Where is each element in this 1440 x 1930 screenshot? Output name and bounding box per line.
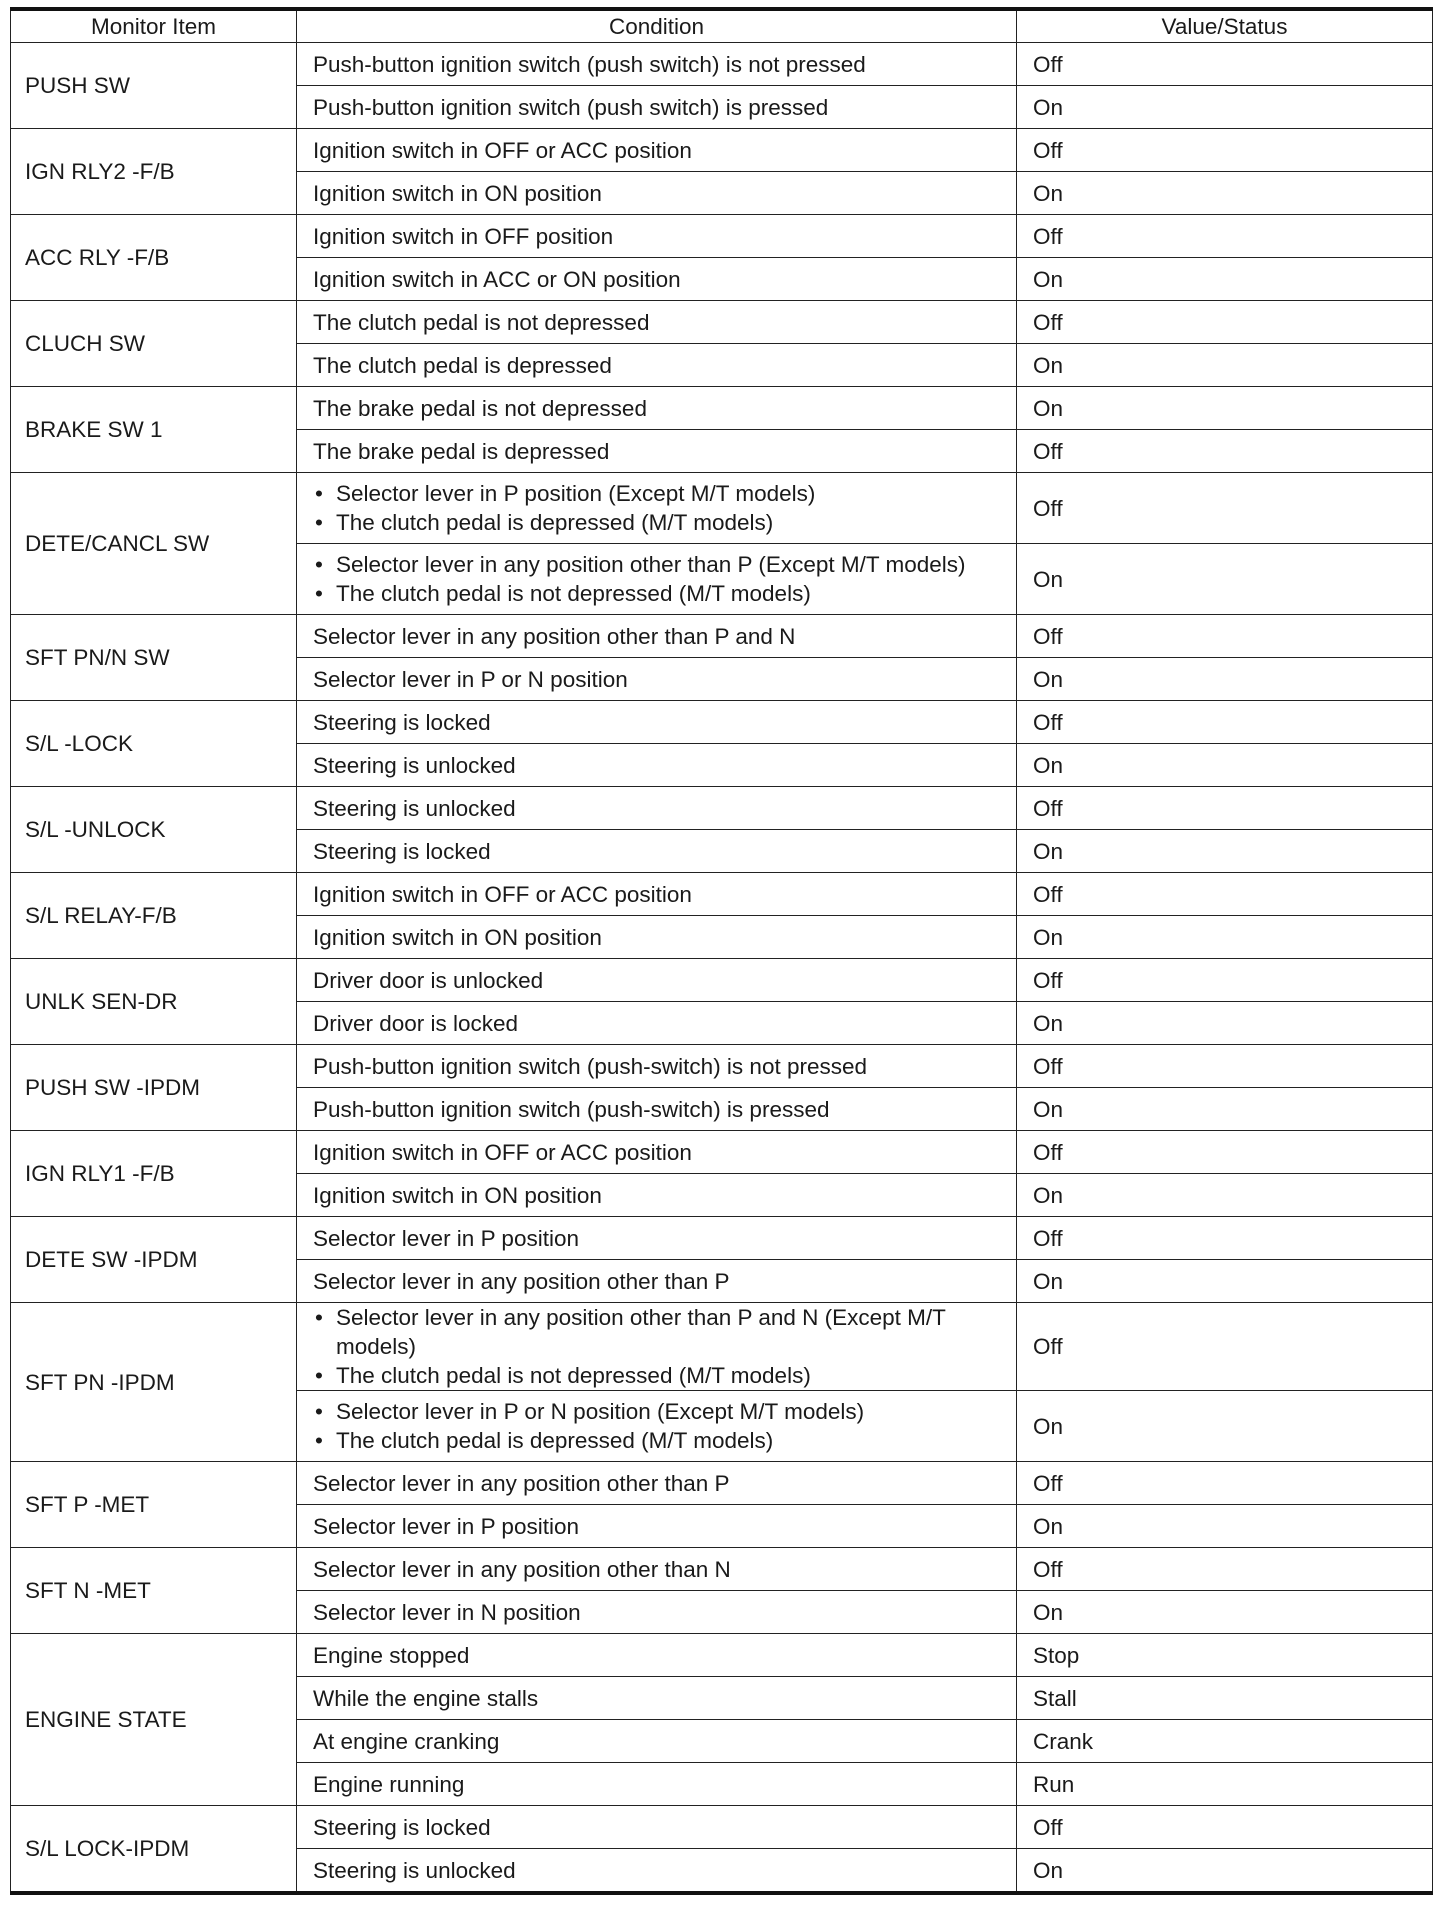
condition-text: Ignition switch in ON position (313, 1182, 602, 1208)
table-row (11, 873, 1433, 916)
condition-cell (297, 544, 1017, 615)
table-row (11, 1045, 1433, 1088)
value-status-cell: On (1017, 258, 1433, 301)
value-status-cell: On (1017, 344, 1433, 387)
monitor-item-push-sw: PUSH SW (11, 43, 297, 129)
condition-cell (297, 701, 1017, 744)
condition-bullet-item: • Selector lever in any position other than P and N (Except M/T models) (313, 1303, 1002, 1361)
condition-text: Selector lever in any position other than N (313, 1556, 731, 1582)
condition-cell (297, 1548, 1017, 1591)
table-row (11, 787, 1433, 830)
table-row (11, 1217, 1433, 1260)
condition-cell (297, 1849, 1017, 1894)
condition-bullet-item: • Selector lever in P or N position (Except M/T models) (313, 1397, 1002, 1426)
monitor-item-s-l-lock: S/L -LOCK (11, 701, 297, 787)
condition-cell (297, 430, 1017, 473)
value-status-cell: Off (1017, 430, 1433, 473)
table-body (11, 43, 1433, 1894)
condition-cell (297, 172, 1017, 215)
condition-cell (297, 1088, 1017, 1131)
condition-text: Driver door is locked (313, 1010, 519, 1036)
condition-text: Steering is unlocked (313, 752, 516, 778)
value-status-cell: Off (1017, 1462, 1433, 1505)
condition-text: Selector lever in any position other than P (313, 1470, 730, 1496)
condition-bullet-list (313, 1397, 1002, 1455)
table-row (11, 387, 1433, 430)
value-status-cell: On (1017, 1591, 1433, 1634)
condition-cell (297, 959, 1017, 1002)
condition-text: Ignition switch in OFF or ACC position (313, 881, 692, 907)
monitor-item-brake-sw-1: BRAKE SW 1 (11, 387, 297, 473)
condition-text: Push-button ignition switch (push switch) is pressed (313, 94, 829, 120)
monitor-item-sft-p-met: SFT P -MET (11, 1462, 297, 1548)
value-status-cell: Off (1017, 787, 1433, 830)
monitor-table-container (10, 7, 1432, 1895)
value-status-cell: Off (1017, 1045, 1433, 1088)
condition-text: At engine cranking (313, 1728, 500, 1754)
value-status-cell: On (1017, 1391, 1433, 1462)
condition-cell (297, 1045, 1017, 1088)
table-row (11, 129, 1433, 172)
monitor-item-acc-rly-f-b: ACC RLY -F/B (11, 215, 297, 301)
condition-text: While the engine stalls (313, 1685, 539, 1711)
value-status-cell: Off (1017, 1217, 1433, 1260)
condition-text: The clutch pedal is not depressed (313, 309, 650, 335)
condition-text: Ignition switch in OFF position (313, 223, 614, 249)
table-row (11, 1303, 1433, 1391)
value-status-cell: On (1017, 744, 1433, 787)
value-status-cell: On (1017, 1002, 1433, 1045)
value-status-cell: On (1017, 172, 1433, 215)
monitor-item-engine-state: ENGINE STATE (11, 1634, 297, 1806)
table-row (11, 301, 1433, 344)
condition-cell (297, 258, 1017, 301)
table-row (11, 43, 1433, 86)
monitor-item-s-l-relay-f-b: S/L RELAY-F/B (11, 873, 297, 959)
condition-bullet-item: • Selector lever in P position (Except M/T models) (313, 479, 1002, 508)
value-status-cell: On (1017, 1505, 1433, 1548)
value-status-cell: Off (1017, 701, 1433, 744)
condition-cell (297, 1174, 1017, 1217)
condition-cell (297, 1303, 1017, 1391)
monitor-item-s-l-lock-ipdm: S/L LOCK-IPDM (11, 1806, 297, 1894)
value-status-cell: Off (1017, 1806, 1433, 1849)
value-status-cell: Off (1017, 1548, 1433, 1591)
table-row (11, 615, 1433, 658)
monitor-item-table (10, 7, 1433, 1895)
table-row (11, 1634, 1433, 1677)
value-status-cell: On (1017, 1849, 1433, 1894)
condition-cell (297, 473, 1017, 544)
condition-cell (297, 873, 1017, 916)
condition-text: Steering is locked (313, 1814, 491, 1840)
condition-text: Engine running (313, 1771, 465, 1797)
monitor-item-sft-pn-n-sw: SFT PN/N SW (11, 615, 297, 701)
condition-text: Steering is locked (313, 709, 491, 735)
condition-cell (297, 615, 1017, 658)
condition-cell (297, 1260, 1017, 1303)
condition-cell (297, 1806, 1017, 1849)
condition-text: Ignition switch in ON position (313, 180, 602, 206)
value-status-cell: Off (1017, 129, 1433, 172)
table-row (11, 1548, 1433, 1591)
condition-text: Push-button ignition switch (push switch) is not pressed (313, 51, 866, 77)
table-row (11, 1806, 1433, 1849)
condition-text: Selector lever in any position other than P (313, 1268, 730, 1294)
value-status-cell: On (1017, 1260, 1433, 1303)
monitor-item-dete-cancl-sw: DETE/CANCL SW (11, 473, 297, 615)
value-status-cell: On (1017, 387, 1433, 430)
value-status-cell: Crank (1017, 1720, 1433, 1763)
condition-text: Selector lever in any position other than P and N (313, 623, 796, 649)
value-status-cell: Off (1017, 959, 1433, 1002)
condition-bullet-item: • The clutch pedal is depressed (M/T models) (313, 508, 1002, 537)
header-row (11, 9, 1433, 43)
monitor-item-sft-pn-ipdm: SFT PN -IPDM (11, 1303, 297, 1462)
value-status-cell: On (1017, 1088, 1433, 1131)
condition-text: Ignition switch in ON position (313, 924, 602, 950)
value-status-cell: Stop (1017, 1634, 1433, 1677)
condition-cell (297, 387, 1017, 430)
condition-cell (297, 129, 1017, 172)
condition-cell (297, 1505, 1017, 1548)
header-condition: Condition (297, 9, 1017, 43)
monitor-item-push-sw-ipdm: PUSH SW -IPDM (11, 1045, 297, 1131)
value-status-cell: On (1017, 916, 1433, 959)
condition-cell (297, 1591, 1017, 1634)
value-status-cell: On (1017, 658, 1433, 701)
condition-bullet-item: • The clutch pedal is not depressed (M/T models) (313, 579, 1002, 608)
table-row (11, 1131, 1433, 1174)
monitor-item-sft-n-met: SFT N -MET (11, 1548, 297, 1634)
value-status-cell: On (1017, 86, 1433, 129)
condition-cell (297, 1677, 1017, 1720)
condition-text: Push-button ignition switch (push-switch) is not pressed (313, 1053, 868, 1079)
monitor-item-ign-rly2-f-b: IGN RLY2 -F/B (11, 129, 297, 215)
value-status-cell: Off (1017, 1131, 1433, 1174)
table-row (11, 701, 1433, 744)
condition-text: Engine stopped (313, 1642, 470, 1668)
condition-text: Ignition switch in OFF or ACC position (313, 137, 692, 163)
condition-text: Steering is unlocked (313, 1857, 516, 1883)
condition-cell (297, 1217, 1017, 1260)
monitor-item-ign-rly1-f-b: IGN RLY1 -F/B (11, 1131, 297, 1217)
condition-text: Steering is locked (313, 838, 491, 864)
condition-bullet-item: • The clutch pedal is depressed (M/T models) (313, 1426, 1002, 1455)
condition-bullet-item: • Selector lever in any position other than P (Except M/T models) (313, 550, 1002, 579)
value-status-cell: Run (1017, 1763, 1433, 1806)
value-status-cell: Off (1017, 473, 1433, 544)
header-value-status: Value/Status (1017, 9, 1433, 43)
monitor-item-cluch-sw: CLUCH SW (11, 301, 297, 387)
value-status-cell: Stall (1017, 1677, 1433, 1720)
condition-cell (297, 830, 1017, 873)
condition-cell (297, 301, 1017, 344)
condition-cell (297, 215, 1017, 258)
condition-cell (297, 1002, 1017, 1045)
table-row (11, 473, 1433, 544)
condition-text: Ignition switch in ACC or ON position (313, 266, 681, 292)
condition-text: The brake pedal is not depressed (313, 395, 647, 421)
condition-cell (297, 744, 1017, 787)
condition-cell (297, 86, 1017, 129)
condition-text: Steering is unlocked (313, 795, 516, 821)
condition-text: The brake pedal is depressed (313, 438, 610, 464)
table-row (11, 1462, 1433, 1505)
condition-text: Ignition switch in OFF or ACC position (313, 1139, 692, 1165)
condition-text: Selector lever in P position (313, 1225, 579, 1251)
condition-cell (297, 1634, 1017, 1677)
value-status-cell: On (1017, 1174, 1433, 1217)
condition-cell (297, 1131, 1017, 1174)
value-status-cell: On (1017, 830, 1433, 873)
condition-text: Selector lever in P or N position (313, 666, 628, 692)
condition-cell (297, 787, 1017, 830)
value-status-cell: On (1017, 544, 1433, 615)
condition-cell (297, 43, 1017, 86)
table-row (11, 215, 1433, 258)
monitor-item-dete-sw-ipdm: DETE SW -IPDM (11, 1217, 297, 1303)
monitor-item-unlk-sen-dr: UNLK SEN-DR (11, 959, 297, 1045)
condition-bullet-list (313, 479, 1002, 537)
condition-cell (297, 658, 1017, 701)
value-status-cell: Off (1017, 873, 1433, 916)
condition-text: The clutch pedal is depressed (313, 352, 612, 378)
condition-text: Selector lever in N position (313, 1599, 581, 1625)
condition-cell (297, 1462, 1017, 1505)
header-monitor-item: Monitor Item (11, 9, 297, 43)
condition-cell (297, 1391, 1017, 1462)
condition-cell (297, 344, 1017, 387)
condition-bullet-item: • The clutch pedal is not depressed (M/T models) (313, 1361, 1002, 1390)
condition-cell (297, 1763, 1017, 1806)
condition-cell (297, 916, 1017, 959)
value-status-cell: Off (1017, 1303, 1433, 1391)
value-status-cell: Off (1017, 301, 1433, 344)
condition-text: Selector lever in P position (313, 1513, 579, 1539)
condition-bullet-list (313, 550, 1002, 608)
table-row (11, 959, 1433, 1002)
condition-text: Push-button ignition switch (push-switch) is pressed (313, 1096, 830, 1122)
value-status-cell: Off (1017, 215, 1433, 258)
value-status-cell: Off (1017, 43, 1433, 86)
condition-bullet-list (313, 1303, 1002, 1390)
condition-text: Driver door is unlocked (313, 967, 544, 993)
condition-cell (297, 1720, 1017, 1763)
value-status-cell: Off (1017, 615, 1433, 658)
monitor-item-s-l-unlock: S/L -UNLOCK (11, 787, 297, 873)
